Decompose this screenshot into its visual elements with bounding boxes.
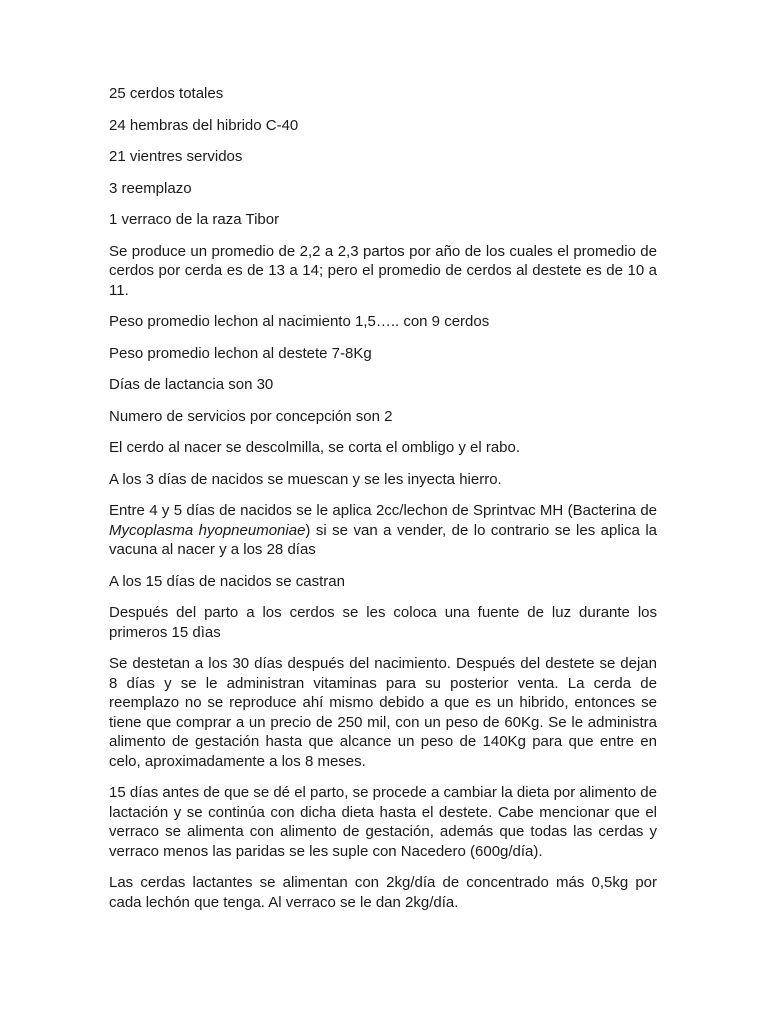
line-total-cerdos: 25 cerdos totales	[109, 85, 224, 102]
line-verraco: 1 verraco de la raza Tibor	[109, 211, 280, 228]
paragraph-destete: Se destetan a los 30 días después del nacimiento. Después del destete se dejan 8 días y se le administran vitaminas para su posterior venta. La cerda de reemplazo no se reproduce ahí mismo debido a que es un hibrido, entonces se tiene que comprar a un precio de 250 mil, con un peso de 60Kg. Se le administra alimento de gestación hasta que alcance un peso de 140Kg para que entre en celo, aproximadamente a los 8 meses.	[109, 655, 657, 770]
paragraph-castran: A los 15 días de nacidos se castran	[109, 572, 345, 590]
paragraph-vacuna	[109, 501, 657, 560]
paragraph-servicios: Numero de servicios por concepción son 2	[109, 407, 393, 425]
paragraph-dieta: 15 días antes de que se dé el parto, se procede a cambiar la dieta por alimento de lactación y se continúa con dicha dieta hasta el destete. Cabe mencionar que el verraco se alimenta con alimento de gestación, además que todas las cerdas y verraco menos las paridas se les suple con Nacedero (600g/día).	[109, 784, 657, 860]
paragraph-nacer: El cerdo al nacer se descolmilla, se corta el ombligo y el rabo.	[109, 439, 521, 456]
paragraph-peso-nacimiento: Peso promedio lechon al nacimiento 1,5….. con 9 cerdos	[109, 313, 490, 330]
document-body	[109, 84, 657, 924]
paragraph-lactancia: Días de lactancia son 30	[109, 376, 274, 393]
line-vientres: 21 vientres servidos	[109, 148, 243, 165]
line-hembras: 24 hembras del hibrido C-40	[109, 116, 299, 134]
line-reemplazo: 3 reemplazo	[109, 179, 192, 197]
paragraph-partos: Se produce un promedio de 2,2 a 2,3 partos por año de los cuales el promedio de cerdos por cerda es de 13 a 14; pero el promedio de cerdos al destete es de 10 a 11.	[109, 242, 657, 299]
paragraph-peso-destete: Peso promedio lechon al destete 7-8Kg	[109, 344, 372, 362]
vacuna-text-1: Entre 4 y 5 días de nacidos se le aplica 2cc/lechon de Sprintvac MH (Bacterina de	[109, 502, 657, 519]
paragraph-lactantes: Las cerdas lactantes se alimentan con 2kg/día de concentrado más 0,5kg por cada lechón que tenga. Al verraco se le dan 2kg/día.	[109, 874, 657, 911]
paragraph-luz: Después del parto a los cerdos se les coloca una fuente de luz durante los primeros 15 dìas	[109, 604, 657, 641]
paragraph-tres-dias: A los 3 días de nacidos se muescan y se les inyecta hierro.	[109, 470, 502, 488]
vacuna-species-name: Mycoplasma hyopneumoniae	[109, 521, 306, 539]
vacuna-text-2: ) si se van a vender, de lo contrario se les aplica la vacuna al nacer y a los 28 días	[109, 521, 657, 558]
